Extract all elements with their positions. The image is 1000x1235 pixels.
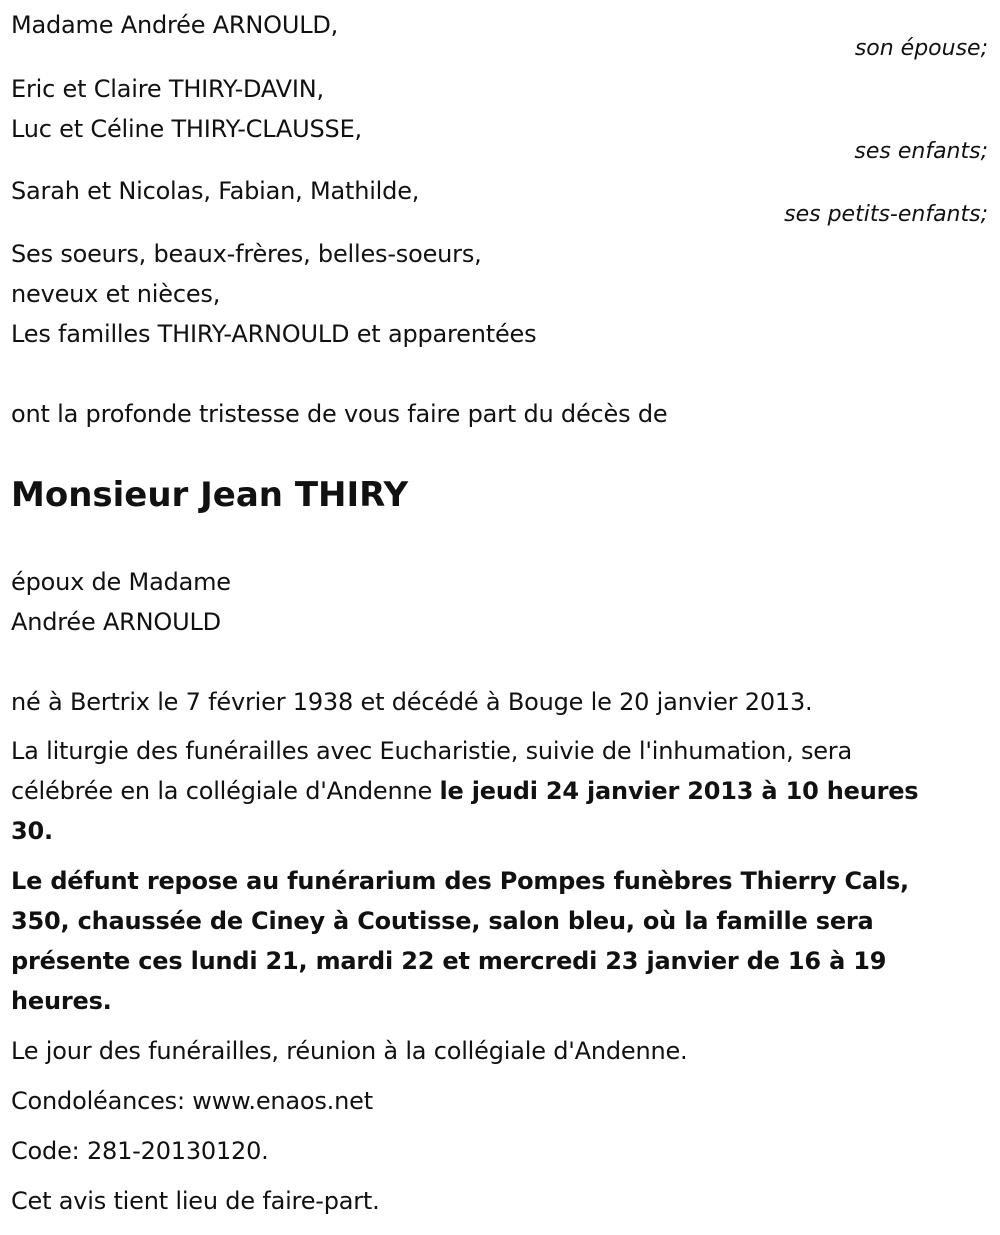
funeral-line xyxy=(11,776,918,806)
funeral-location: célébrée en la collégiale d'Andenne xyxy=(11,777,440,805)
relatives-line: neveux et nièces, xyxy=(11,280,221,308)
relatives-line: Les familles THIRY-ARNOULD et apparentées xyxy=(11,320,537,348)
visitation-line: heures. xyxy=(11,987,112,1015)
child-line: Eric et Claire THIRY-DAVIN, xyxy=(11,75,324,103)
children-role: ses enfants; xyxy=(854,139,988,164)
funeral-datetime: le jeudi 24 janvier 2013 à 10 heures xyxy=(439,777,919,805)
spouse-role: son épouse; xyxy=(854,36,988,61)
spouse-of-line: époux de Madame xyxy=(11,568,231,596)
visitation-line: présente ces lundi 21, mardi 22 et mercredi 23 janvier de 16 à 19 xyxy=(11,947,887,975)
funeral-line: La liturgie des funérailles avec Eucharistie, suivie de l'inhumation, sera xyxy=(11,737,852,765)
spouse-of-line: Andrée ARNOULD xyxy=(11,608,221,636)
spouse-name: Madame Andrée ARNOULD, xyxy=(11,11,339,39)
closing-text: Cet avis tient lieu de faire-part. xyxy=(11,1187,380,1215)
code-text: Code: 281-20130120. xyxy=(11,1137,269,1165)
visitation-line: 350, chaussée de Ciney à Coutisse, salon bleu, où la famille sera xyxy=(11,907,874,935)
grandchildren-role: ses petits-enfants; xyxy=(784,202,988,227)
condolences-text: Condoléances: www.enaos.net xyxy=(11,1087,373,1115)
deceased-name: Monsieur Jean THIRY xyxy=(11,475,409,515)
birth-death-text: né à Bertrix le 7 février 1938 et décédé à Bouge le 20 janvier 2013. xyxy=(11,688,813,716)
funeral-datetime-end: 30. xyxy=(11,817,53,845)
visitation-line: Le défunt repose au funérarium des Pompes funèbres Thierry Cals, xyxy=(11,867,909,895)
meeting-text: Le jour des funérailles, réunion à la collégiale d'Andenne. xyxy=(11,1037,688,1065)
announcement-text: ont la profonde tristesse de vous faire part du décès de xyxy=(11,400,668,428)
child-line: Luc et Céline THIRY-CLAUSSE, xyxy=(11,115,362,143)
relatives-line: Ses soeurs, beaux-frères, belles-soeurs, xyxy=(11,240,482,268)
grandchildren-line: Sarah et Nicolas, Fabian, Mathilde, xyxy=(11,177,420,205)
